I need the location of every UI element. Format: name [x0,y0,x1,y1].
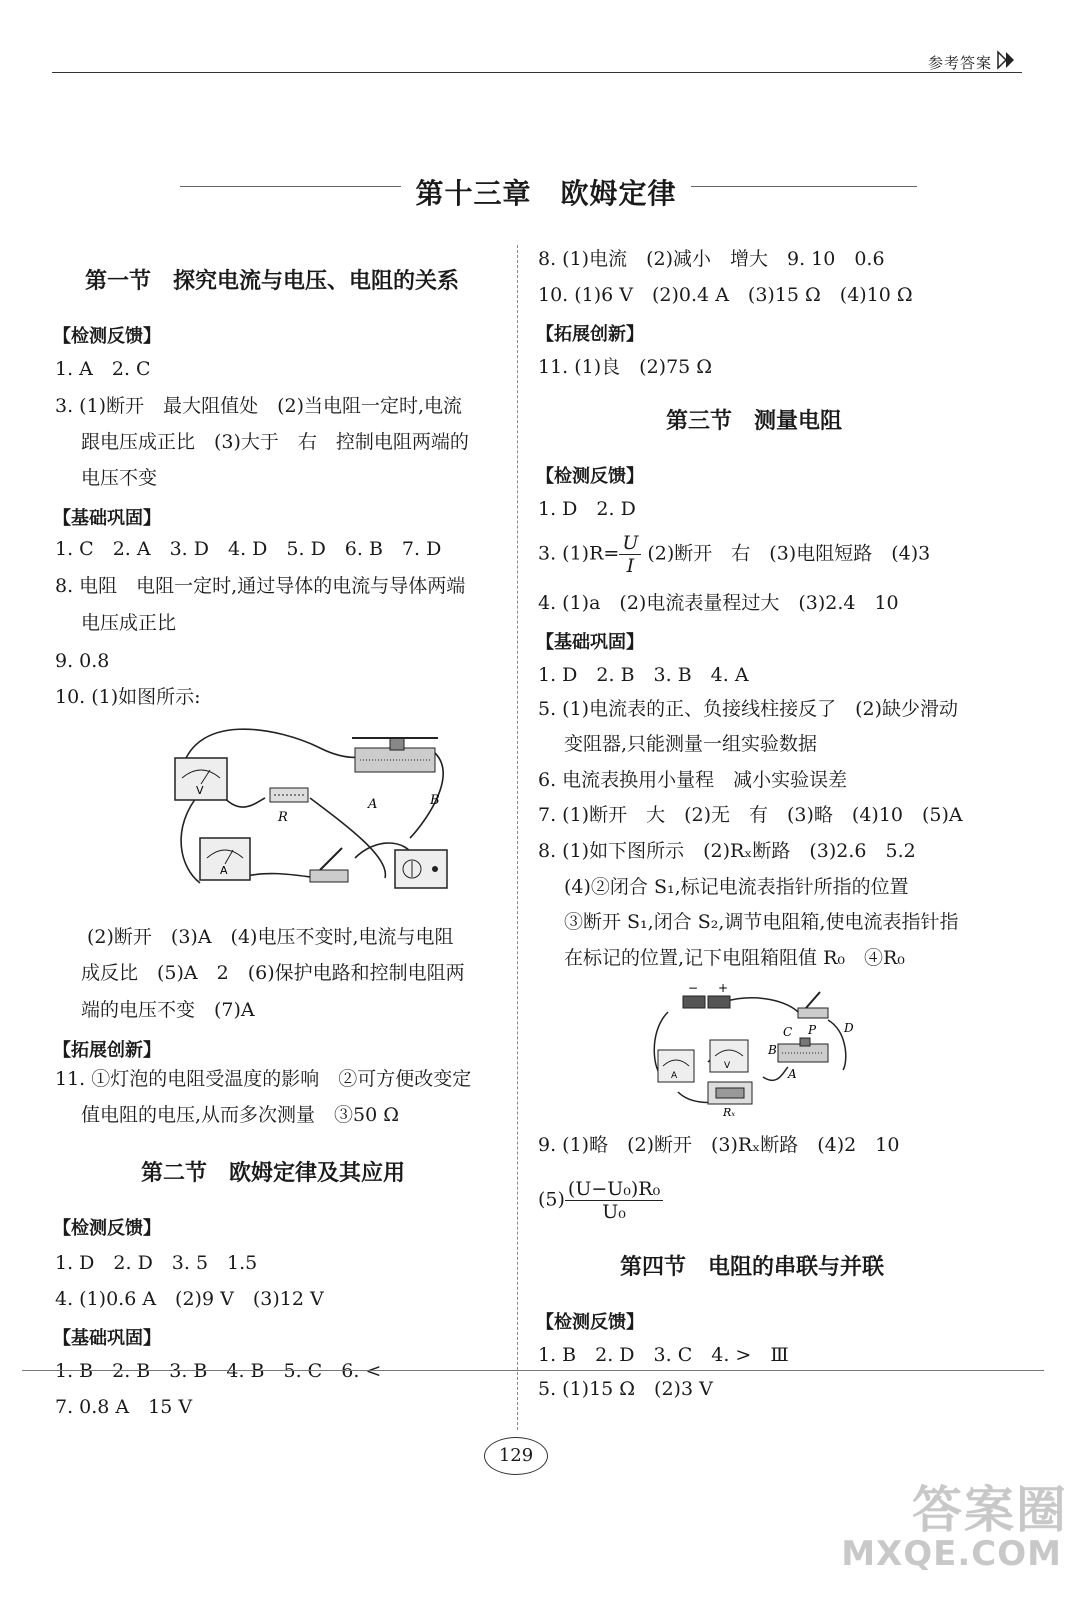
tag-feedback: 【检测反馈】 [536,466,644,487]
bottom-rule [22,1370,1044,1371]
resistor-icon [270,788,308,802]
fig2-label-b: B [768,1043,777,1057]
answer-line: 3. (1)断开 最大阻值处 (2)当电阻一定时,电流 [55,395,463,417]
answer-line: 成反比 (5)A 2 (6)保护电路和控制电阻两 [81,962,465,984]
circuit-diagram-2 [648,982,858,1122]
circuit-diagram-1 [160,718,450,908]
fig1-label-a2: A [220,864,228,877]
answer-line: 5. (1)15 Ω (2)3 V [538,1378,713,1400]
answer-line: 1. B 2. B 3. B 4. B 5. C 6. < [55,1360,382,1382]
answer-line: 电压不变 [81,467,158,489]
tag-extend: 【拓展创新】 [536,324,644,345]
watermark-url: MXQE.COM [841,1534,1062,1574]
tag-basic: 【基础巩固】 [53,1328,161,1349]
answer-line: 1. C 2. A 3. D 4. D 5. D 6. B 7. D [55,538,442,560]
answer-line: 4. (1)0.6 A (2)9 V (3)12 V [55,1288,324,1310]
answer-line: 11. (1)良 (2)75 Ω [538,356,713,378]
chapter-title-text: 第十三章 欧姆定律 [401,177,690,210]
answer-line: 10. (1)如图所示: [55,686,201,708]
answer-line: 9. (1)略 (2)断开 (3)Rₓ断路 (4)2 10 [538,1134,900,1156]
answer-line: 8. (1)如下图所示 (2)Rₓ断路 (3)2.6 5.2 [538,840,916,862]
answer-line: 6. 电流表换用小量程 减小实验误差 [538,769,848,791]
column-divider [517,245,518,1430]
section-3-title: 第三节 测量电阻 [666,409,843,434]
voltmeter-icon [175,758,227,800]
answer-line: 变阻器,只能测量一组实验数据 [564,733,818,755]
fraction-denominator: U₀ [602,1201,626,1223]
formula-prefix: (5) [538,1188,565,1211]
answer-line: 1. D 2. D [538,498,636,520]
answer-line: 端的电压不变 (7)A [81,999,255,1021]
answer-line: ③断开 S₁,闭合 S₂,调节电阻箱,使电流表指针指 [564,911,959,933]
voltmeter-icon [710,1040,748,1072]
section-1-title: 第一节 探究电流与电压、电阻的关系 [85,269,460,294]
tag-basic: 【基础巩固】 [536,632,644,653]
fraction-denominator: I [626,555,635,577]
ammeter-icon [658,1050,694,1082]
answer-line: 5. (1)电流表的正、负接线柱接反了 (2)缺少滑动 [538,698,958,720]
ammeter-icon [200,838,250,880]
answer-line: 9. 0.8 [55,650,110,672]
answer-line: 8. (1)电流 (2)减小 增大 9. 10 0.6 [538,248,885,270]
answer-line: 4. (1)a (2)电流表量程过大 (3)2.4 10 [538,592,899,614]
play-arrow-icon [996,50,1022,70]
formula-suffix: (2)断开 右 (3)电阻短路 (4)3 [647,542,931,565]
answer-line-formula [538,532,930,577]
fraction-numerator: U [619,532,641,555]
fraction-formula [565,1178,663,1223]
fig2-meter-v: V [724,1061,731,1071]
battery-icon [683,996,730,1008]
answer-line: 11. ①灯泡的电阻受温度的影响 ②可方便改变定 [55,1068,472,1090]
answer-line: (4)②闭合 S₁,标记电流表指针所指的位置 [564,876,909,898]
rheostat-icon [352,738,438,772]
answer-line: 1. B 2. D 3. C 4. > Ⅲ [538,1344,789,1366]
answer-line: 1. D 2. D 3. 5 1.5 [55,1252,258,1274]
answer-line: 在标记的位置,记下电阻箱阻值 R₀ ④R₀ [564,947,905,969]
header-label: 参考答案 [927,54,992,72]
fig2-label-d: D [844,1021,854,1035]
answer-line: 8. 电阻 电阻一定时,通过导体的电流与导体两端 [55,575,466,597]
rheostat-icon [778,1038,828,1062]
watermark-logo: 答案圈 [912,1481,1068,1539]
tag-feedback: 【检测反馈】 [53,1218,161,1239]
resistor-icon [708,1082,752,1104]
fig2-label-plus: + [718,982,729,995]
answer-line: 跟电压成正比 (3)大于 右 控制电阻两端的 [81,431,469,453]
answer-line: 7. (1)断开 大 (2)无 有 (3)略 (4)10 (5)A [538,804,963,826]
answer-line: 7. 0.8 A 15 V [55,1396,193,1418]
answer-line-formula [538,1178,663,1223]
fig2-label-minus: − [688,982,699,995]
answer-line: 10. (1)6 V (2)0.4 A (3)15 Ω (4)10 Ω [538,284,913,306]
answer-line: 值电阻的电压,从而多次测量 ③50 Ω [81,1104,400,1126]
tag-extend: 【拓展创新】 [53,1040,161,1061]
switch-icon [798,992,828,1018]
tag-feedback: 【检测反馈】 [536,1312,644,1333]
answer-line: 1. D 2. B 3. B 4. A [538,664,749,686]
fig1-label-r: R [278,810,288,825]
header-rule [52,72,1022,73]
fig2-meter-a: A [671,1071,678,1081]
answer-line: 1. A 2. C [55,358,151,380]
answer-line: (2)断开 (3)A (4)电压不变时,电流与电阻 [87,926,454,948]
section-4-title: 第四节 电阻的串联与并联 [620,1255,885,1280]
switch-icon [310,848,348,882]
fig2-label-rx: Rₓ [723,1106,736,1119]
fig2-label-p: P [808,1023,817,1037]
tag-basic: 【基础巩固】 [53,508,161,529]
tag-feedback: 【检测反馈】 [53,326,161,347]
fig2-label-c: C [783,1025,793,1039]
formula-prefix: 3. (1)R= [538,542,620,565]
fig1-label-v: V [196,784,204,797]
fig1-label-a: A [368,797,378,812]
section-2-title: 第二节 欧姆定律及其应用 [141,1161,406,1186]
fraction-numerator: (U−U₀)R₀ [565,1178,663,1201]
answer-line: 电压成正比 [81,612,177,634]
fig2-label-a: A [788,1067,797,1081]
chapter-title [0,172,1092,212]
battery-icon [395,850,447,888]
fraction-u-over-i [619,532,641,577]
page-number: 129 [484,1437,548,1475]
fig1-label-b: B [430,793,440,808]
